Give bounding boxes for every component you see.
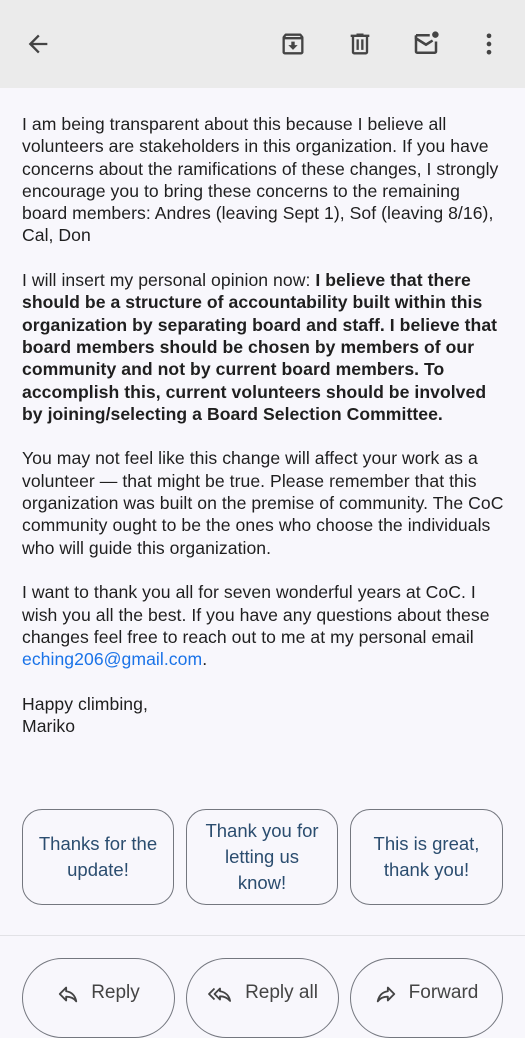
email-body [22,113,508,760]
opinion-intro: I will insert my personal opinion now: [22,270,316,291]
smart-reply-chip[interactable] [350,809,503,905]
archive-button[interactable] [273,24,313,64]
more-options-button[interactable] [469,24,509,64]
smart-reply-label: This is great, [373,833,480,854]
smart-reply-label: Thank you for [205,820,319,841]
reply-button[interactable] [22,958,175,1038]
top-app-bar [0,0,525,88]
reply-all-label: Reply all [245,982,318,1003]
email-signoff [22,693,508,738]
contact-text: I want to thank you all for seven wonderful years at CoC. I wish you all the best. If you have any questions about these changes feel free to reach out to me at my personal email [22,582,490,647]
mark-unread-icon [411,29,441,59]
divider [0,935,525,936]
smart-reply-label: know! [237,872,287,893]
signature-text: Mariko [22,716,76,737]
opinion-bold-text: I believe that there should be a structure of accountability built within this organization by separating board and staff. I believe that board members should be chosen by members of our community and not by current board members. To accomplish this, current volunteers should be involved by joining/selecting a Board Selection Committee. [22,270,498,424]
trash-icon [346,30,374,58]
smart-reply-label: update! [67,859,129,880]
forward-label: Forward [408,982,479,1003]
signoff-text: Happy climbing, [22,693,148,714]
reply-label: Reply [91,982,140,1003]
archive-icon [279,30,307,58]
email-paragraph: I am being transparent about this because I believe all volunteers are stakeholders in this organization. If you have concerns about the ramifications of these changes, I strongly encourage you to bring these concerns to the remaining board members: Andres (leaving Sept 1), Sof (leaving 8/16), Cal, Don [22,114,499,246]
arrow-left-icon [24,30,52,58]
reply-icon [57,983,79,1005]
reply-all-button[interactable] [186,958,339,1038]
delete-button[interactable] [340,24,380,64]
forward-icon [375,983,397,1005]
email-link[interactable]: eching206@gmail.com [22,649,203,670]
reply-all-icon [207,983,233,1005]
smart-reply-chip[interactable] [186,809,338,905]
email-paragraph-contact [22,581,508,670]
more-vertical-icon [475,30,503,58]
smart-reply-chip[interactable] [22,809,174,905]
mark-unread-button[interactable] [406,24,446,64]
email-paragraph-opinion [22,269,508,425]
smart-reply-label: Thanks for the [38,833,158,854]
back-button[interactable] [18,24,58,64]
contact-text-end: . [202,649,208,670]
forward-button[interactable] [350,958,503,1038]
smart-reply-label: thank you! [383,859,470,880]
smart-reply-label: letting us [224,846,300,867]
email-paragraph: You may not feel like this change will affect your work as a volunteer — that might be true. Please remember that this organization was built on the premise of community. The CoC community ought to be the ones who choose the individuals who will guide this organization. [22,448,504,558]
